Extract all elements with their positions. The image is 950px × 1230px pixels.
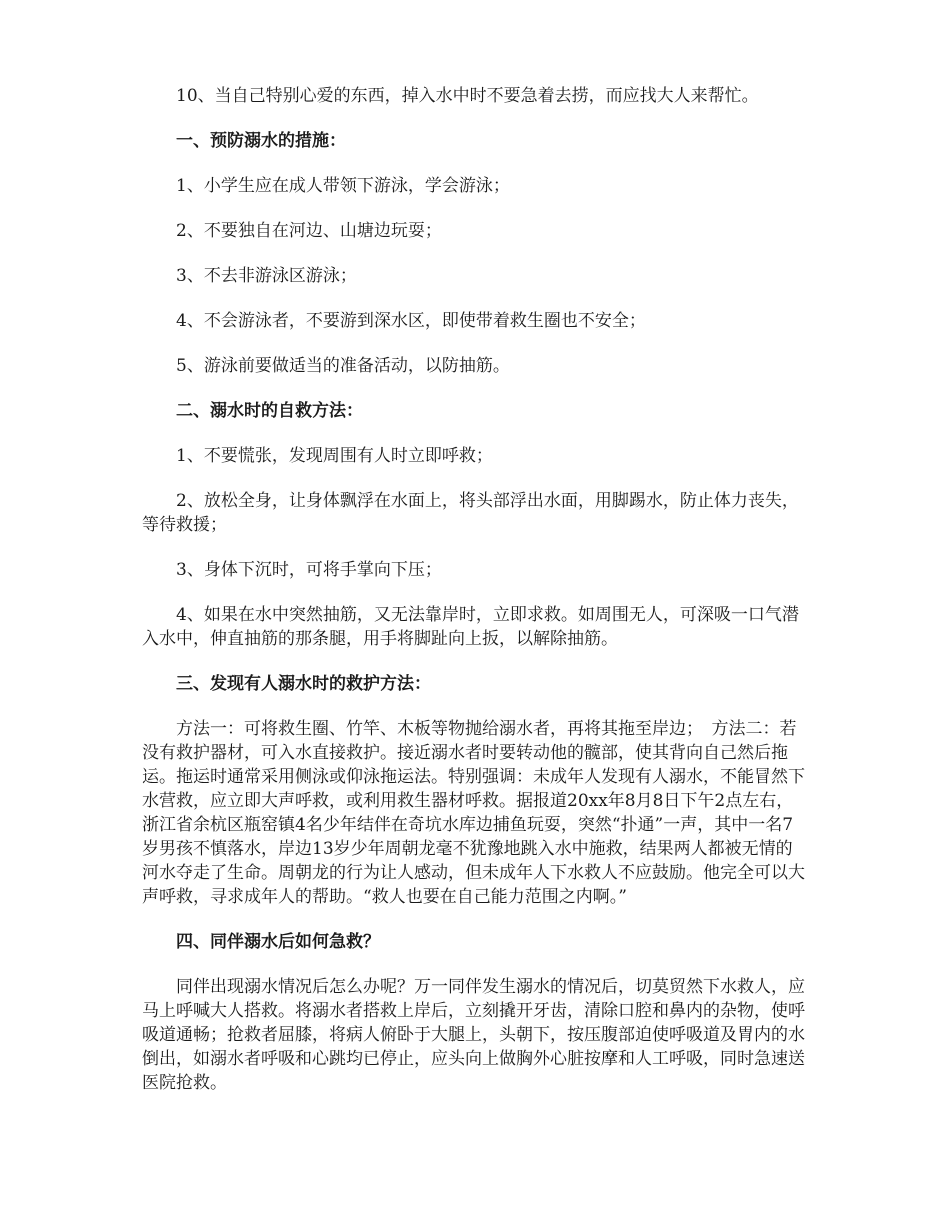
list-item: 2、不要独自在河边、山塘边玩耍； (176, 221, 442, 241)
list-item: 4、不会游泳者，不要游到深水区，即使带着救生圈也不安全； (176, 311, 646, 331)
list-item: 1、不要慌张，发现周围有人时立即呼救； (176, 446, 493, 466)
document-page (142, 84, 808, 1116)
list-item: 2、放松全身，让身体飘浮在水面上，将头部浮出水面，用脚踢水，防止体力丧失，等待救援； (142, 491, 799, 535)
list-item: 3、身体下沉时，可将手掌向下压； (176, 560, 442, 580)
section-heading-prevention: 一、预防溺水的措施： (176, 131, 346, 151)
paragraph-first-aid: 同伴出现溺水情况后怎么办呢？万一同伴发生溺水的情况后，切莫贸然下水救人，应马上呼喊大人搭救。将溺水者搭救上岸后，立刻撬开牙齿，清除口腔和鼻内的杂物，使呼吸道通畅；抢救者屈膝，将病人俯卧于大腿上，头朝下，按压腹部迫使呼吸道及胃内的水倒出，如溺水者呼吸和心跳均已停止，应头向上做胸外心脏按摩和人工呼吸，同时急速送医院抢救。 (142, 977, 805, 1093)
list-item: 5、游泳前要做适当的准备活动，以防抽筋。 (176, 356, 510, 376)
section-heading-rescue-methods: 三、发现有人溺水时的救护方法： (176, 674, 431, 694)
section-heading-self-rescue: 二、溺水时的自救方法： (176, 401, 363, 421)
list-item: 4、如果在水中突然抽筋，又无法靠岸时，立即求救。如周围无人，可深吸一口气潜入水中，伸直抽筋的那条腿，用手将脚趾向上扳，以解除抽筋。 (142, 605, 799, 649)
list-item: 3、不去非游泳区游泳； (176, 266, 357, 286)
list-item: 1、小学生应在成人带领下游泳，学会游泳； (176, 176, 510, 196)
section-heading-first-aid: 四、同伴溺水后如何急救？ (176, 932, 380, 952)
paragraph-rescue-methods: 方法一：可将救生圈、竹竿、木板等物抛给溺水者，再将其拖至岸边； 方法二：若没有救护器材，可入水直接救护。接近溺水者时要转动他的髋部，使其背向自己然后拖运。拖运时通常采用侧泳或仰泳拖运法。特别强调：未成年人发现有人溺水，不能冒然下水营救，应立即大声呼救，或利用救生器材呼救。据报道20xx年8月8日下午2点左右，浙江省余杭区瓶窑镇4名少年结伴在奇坑水库边捕鱼玩耍，突然“扑通”一声，其中一名7岁男孩不慎落水，岸边13岁少年周朝龙毫不犹豫地跳入水中施救，结果两人都被无情的河水夺走了生命。周朝龙的行为让人感动，但未成年人下水救人不应鼓励。他完全可以大声呼救，寻求成年人的帮助。“救人也要在自己能力范围之内啊。” (142, 719, 805, 907)
paragraph-item-10: 10、当自己特别心爱的东西，掉入水中时不要急着去捞，而应找大人来帮忙。 (176, 86, 759, 106)
